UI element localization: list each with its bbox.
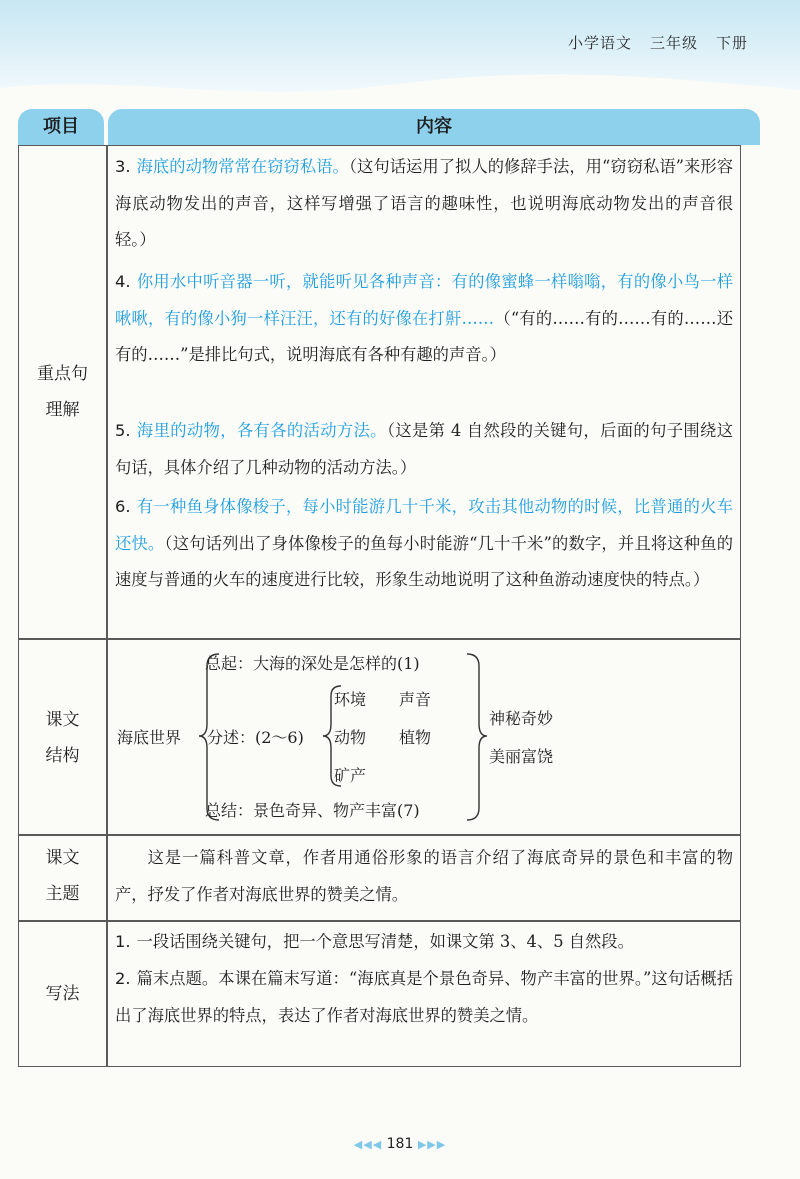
- header-wave-decoration: [0, 70, 800, 110]
- key-sentence-quote: 海里的动物，各有各的活动方法。: [136, 421, 387, 440]
- structure-detail-item: 声音: [399, 690, 432, 709]
- structure-detail-prefix: 分述：(2～6): [207, 728, 304, 747]
- writing-item: 2. 篇末点题。本课在篇末写道：“海底真是个景色奇异、物产丰富的世界。”这句话概括出了海底世界的特点，表达了作者对海底世界的赞美之情。: [115, 969, 733, 1025]
- right-arrows-icon: ▶▶▶: [417, 1138, 447, 1151]
- row-label-writing: 写法: [45, 984, 80, 1004]
- key-sentence-item: 6. 有一种鱼身体像梭子，每小时能游几十千米，攻击其他动物的时候，比普通的火车还快。（这句话列出了身体像梭子的鱼每小时能游“几十千米”的数字，并且将这种鱼的速度与普通的火车的速度进行比较，形象生动地说明了这种鱼游动速度快的特点。）: [115, 497, 733, 589]
- row-label-theme: 课文 主题: [45, 848, 80, 904]
- key-sentence-note: （这句话列出了身体像梭子的鱼每小时能游“几十千米”的数字，并且将这种鱼的速度与普通的火车的速度进行比较，形象生动地说明了这种鱼游动速度快的特点。）: [115, 533, 733, 589]
- header-subject: 小学语文: [567, 34, 632, 52]
- row-label-key-sentences: 重点句 理解: [37, 364, 88, 420]
- key-sentence-quote: 你用水中听音器一听，就能听见各种声音：有的像蜜蜂一样嗡嗡，有的像小鸟一样啾啾，有的像小狗一样汪汪，还有的好像在打鼾……: [115, 272, 733, 328]
- structure-conclusion: 美丽富饶: [489, 747, 554, 766]
- page-header: [550, 32, 748, 53]
- page-number: 181: [386, 1136, 414, 1152]
- column-header-item: 项目: [18, 109, 104, 145]
- key-sentence-note: （“有的……有的……有的……还有的……”是排比句式，说明海底有各种有趣的声音。）: [115, 308, 733, 364]
- table-header: [18, 109, 740, 145]
- structure-summary: 总结：景色奇异、物产丰富(7): [205, 801, 420, 820]
- structure-intro: 总起：大海的深处是怎样的(1): [205, 654, 420, 673]
- header-grade: 三年级: [649, 34, 698, 52]
- writing-item: 1. 一段话围绕关键句，把一个意思写清楚，如课文第 3、4、5 自然段。: [115, 932, 634, 951]
- column-header-content: 内容: [108, 109, 760, 145]
- structure-root: 海底世界: [117, 728, 182, 747]
- key-sentence-quote: 海底的动物常常在窃窃私语。: [136, 157, 349, 176]
- brace-conclusion: [467, 654, 487, 820]
- structure-detail-item: 植物: [399, 728, 432, 747]
- header-volume: 下册: [715, 34, 748, 52]
- left-arrows-icon: ◀◀◀: [353, 1138, 383, 1151]
- row-label-structure: 课文 结构: [45, 710, 80, 766]
- key-sentence-item: 5. 海里的动物，各有各的活动方法。（这是第 4 自然段的关键句，后面的句子围绕这句话，具体介绍了几种动物的活动方法。）: [115, 421, 733, 477]
- key-sentence-item: 3. 海底的动物常常在窃窃私语。（这句话运用了拟人的修辞手法，用“窃窃私语”来形容海底动物发出的声音，这样写增强了语言的趣味性，也说明海底动物发出的声音很轻。）: [115, 157, 733, 249]
- key-sentence-note: （这句话运用了拟人的修辞手法，用“窃窃私语”来形容海底动物发出的声音，这样写增强了语言的趣味性，也说明海底动物发出的声音很轻。）: [115, 157, 733, 249]
- notes-table: [18, 145, 741, 1067]
- page-footer: [0, 1136, 800, 1152]
- structure-conclusion: 神秘奇妙: [489, 709, 554, 728]
- key-sentence-quote: 有一种鱼身体像梭子，每小时能游几十千米，攻击其他动物的时候，比普通的火车还快。: [115, 497, 733, 553]
- theme-text: 这是一篇科普文章，作者用通俗形象的语言介绍了海底奇异的景色和丰富的物产，抒发了作者对海底世界的赞美之情。: [115, 848, 733, 904]
- structure-detail-item: 环境: [334, 690, 367, 709]
- structure-detail-item: 矿产: [334, 766, 367, 785]
- key-sentence-note: （这是第 4 自然段的关键句，后面的句子围绕这句话，具体介绍了几种动物的活动方法。）: [115, 421, 733, 477]
- key-sentence-item: 4. 你用水中听音器一听，就能听见各种声音：有的像蜜蜂一样嗡嗡，有的像小鸟一样啾啾，有的像小狗一样汪汪，还有的好像在打鼾……（“有的……有的……有的……还有的……”是排比句式，说明海底有各种有趣的声音。）: [115, 272, 733, 364]
- structure-detail-item: 动物: [334, 728, 367, 747]
